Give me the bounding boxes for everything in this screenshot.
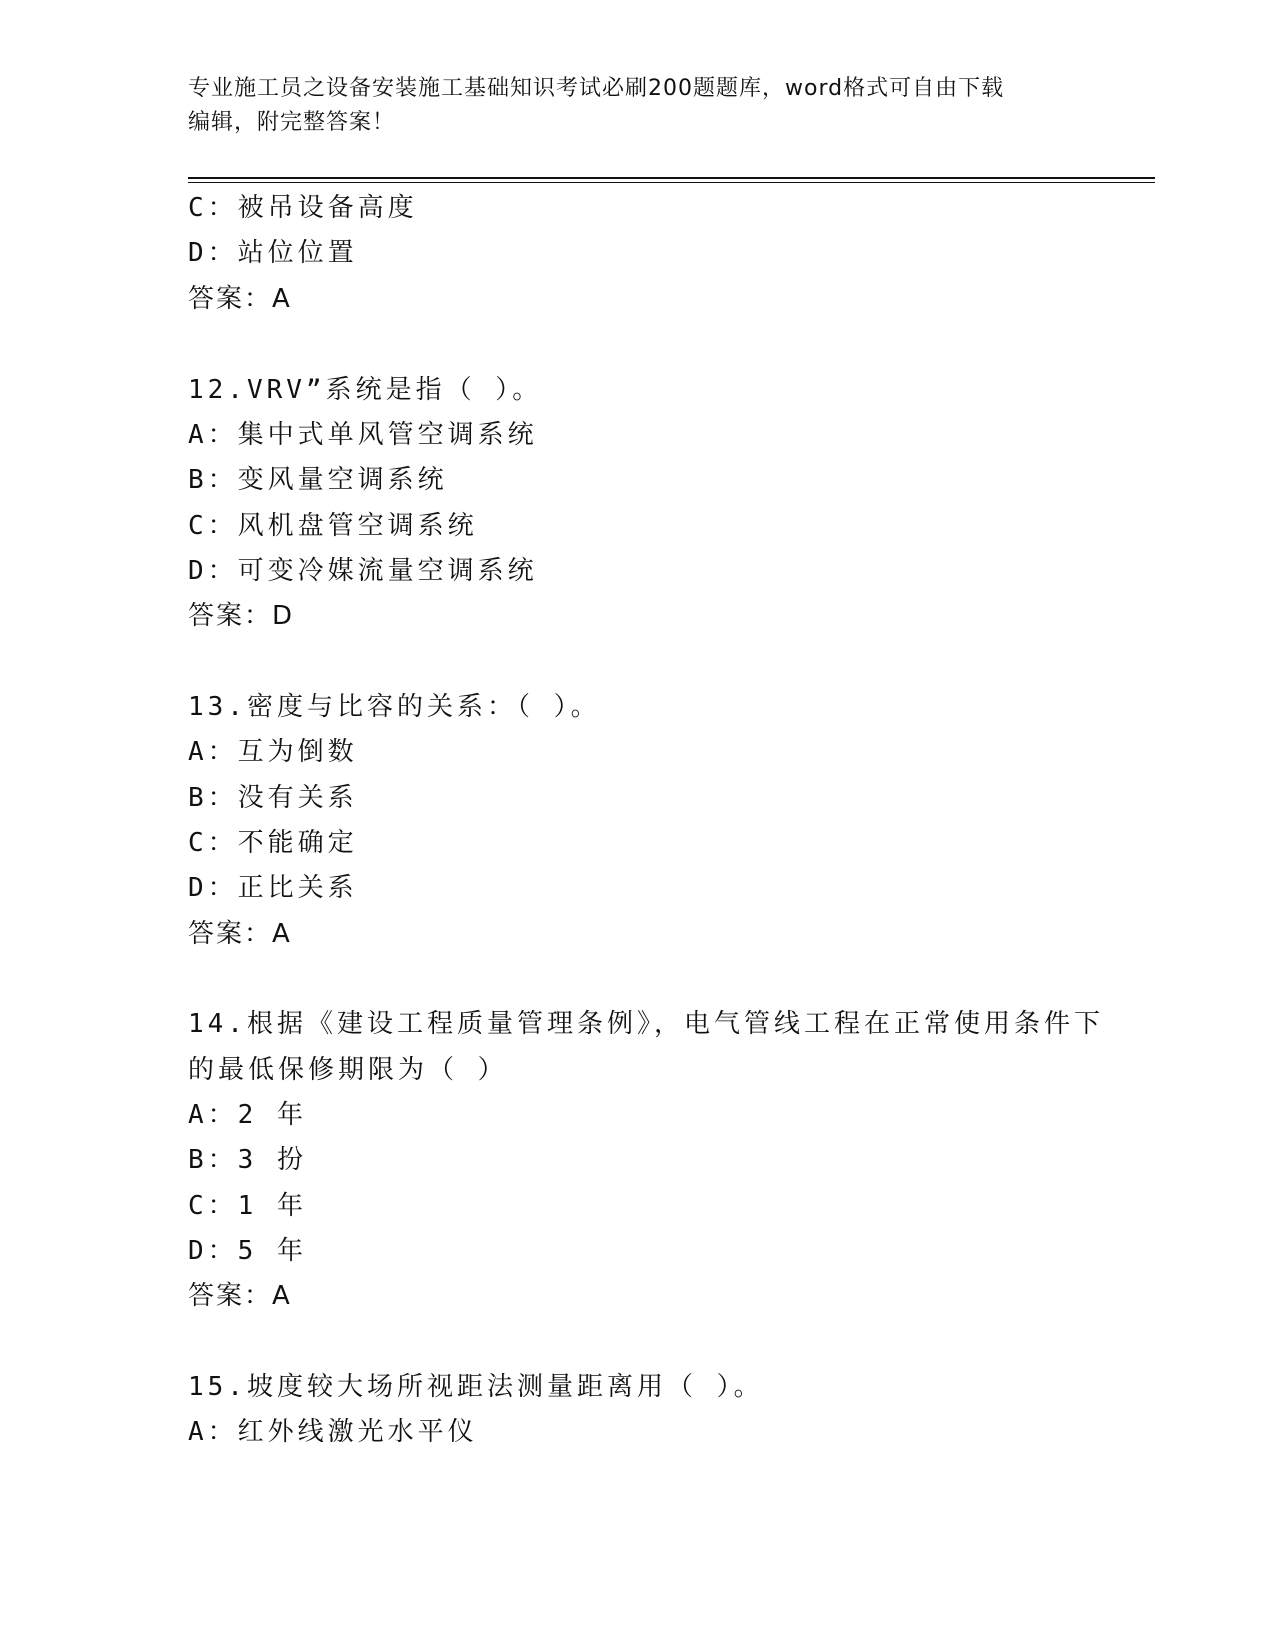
q11-option-c: C：被吊设备高度	[188, 193, 418, 223]
header-divider-thick	[188, 177, 1155, 179]
q13-option-d: D：正比关系	[188, 873, 358, 903]
q12-option-c: C：风机盘管空调系统	[188, 511, 478, 541]
q12-option-a: A：集中式单风管空调系统	[188, 420, 538, 450]
header-title-line2: 编辑，附完整答案！	[188, 110, 396, 135]
q14-question-line2: 的最低保修期限为（ ）	[188, 1055, 508, 1085]
q15-question: 15.坡度较大场所视距法测量距离用（ ）。	[188, 1372, 764, 1402]
q14-option-b: B：3 扮	[188, 1145, 307, 1175]
document-header	[188, 72, 1088, 140]
q13-answer: 答案：A	[188, 919, 292, 949]
q15-option-a: A：红外线激光水平仪	[188, 1417, 478, 1447]
header-divider-thin	[188, 182, 1155, 183]
q12-question: 12.VRV”系统是指（ ）。	[188, 375, 543, 405]
q14-answer: 答案：A	[188, 1281, 292, 1311]
q13-option-a: A：互为倒数	[188, 737, 358, 767]
q13-option-c: C：不能确定	[188, 828, 358, 858]
q12-option-b: B：变风量空调系统	[188, 465, 448, 495]
q13-option-b: B：没有关系	[188, 783, 358, 813]
q14-option-d: D：5 年	[188, 1236, 307, 1266]
q14-option-a: A：2 年	[188, 1100, 307, 1130]
q14-option-c: C：1 年	[188, 1191, 307, 1221]
header-title-line1: 专业施工员之设备安装施工基础知识考试必刷200题题库，word格式可自由下载	[188, 76, 1005, 101]
q11-option-d: D：站位位置	[188, 238, 358, 268]
q12-option-d: D：可变冷媒流量空调系统	[188, 556, 538, 586]
q12-answer: 答案：D	[188, 601, 295, 631]
q14-question-line1: 14.根据《建设工程质量管理条例》，电气管线工程在正常使用条件下	[188, 1009, 1104, 1039]
q11-answer: 答案：A	[188, 284, 292, 314]
q13-question: 13.密度与比容的关系：（ ）。	[188, 692, 601, 722]
